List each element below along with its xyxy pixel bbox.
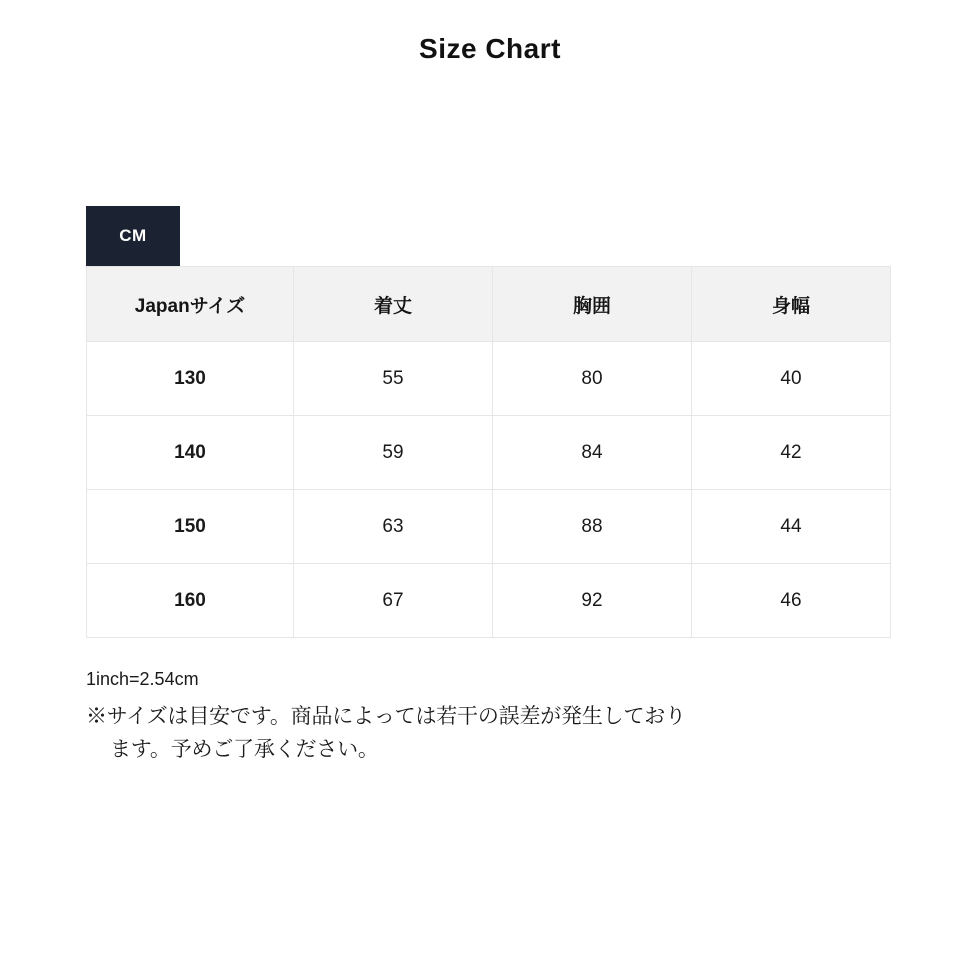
size-chart-container [86,206,890,638]
column-header-chest: 胸囲 [493,267,692,342]
cell-chest: 92 [493,564,692,638]
table-row [87,490,891,564]
column-header-width: 身幅 [692,267,891,342]
table-row [87,342,891,416]
cell-size: 140 [87,416,294,490]
unit-tab-label: CM [119,226,147,245]
cell-width: 46 [692,564,891,638]
cell-chest: 88 [493,490,692,564]
cell-width: 44 [692,490,891,564]
size-table-head [87,267,891,342]
cell-size: 160 [87,564,294,638]
cell-length: 63 [294,490,493,564]
cell-size: 130 [87,342,294,416]
cell-size: 150 [87,490,294,564]
table-header-row [87,267,891,342]
column-header-japan-size: Japanサイズ [87,267,294,342]
note-disclaimer-line1: ※サイズは目安です。商品によっては若干の誤差が発生しており [86,705,686,728]
cell-chest: 80 [493,342,692,416]
cell-chest: 84 [493,416,692,490]
column-header-length: 着丈 [294,267,493,342]
notes-section [86,666,906,766]
cell-length: 55 [294,342,493,416]
cell-width: 42 [692,416,891,490]
note-disclaimer [86,701,906,766]
unit-tab-cm[interactable] [86,206,180,266]
note-disclaimer-line2: ます。予めご了承ください。 [110,737,379,761]
note-unit-conversion: 1inch=2.54cm [86,669,199,689]
size-table-body [87,342,891,638]
cell-length: 59 [294,416,493,490]
cell-width: 40 [692,342,891,416]
table-row [87,564,891,638]
table-row [87,416,891,490]
size-table [86,266,891,638]
cell-length: 67 [294,564,493,638]
page-title: Size Chart [419,33,561,64]
